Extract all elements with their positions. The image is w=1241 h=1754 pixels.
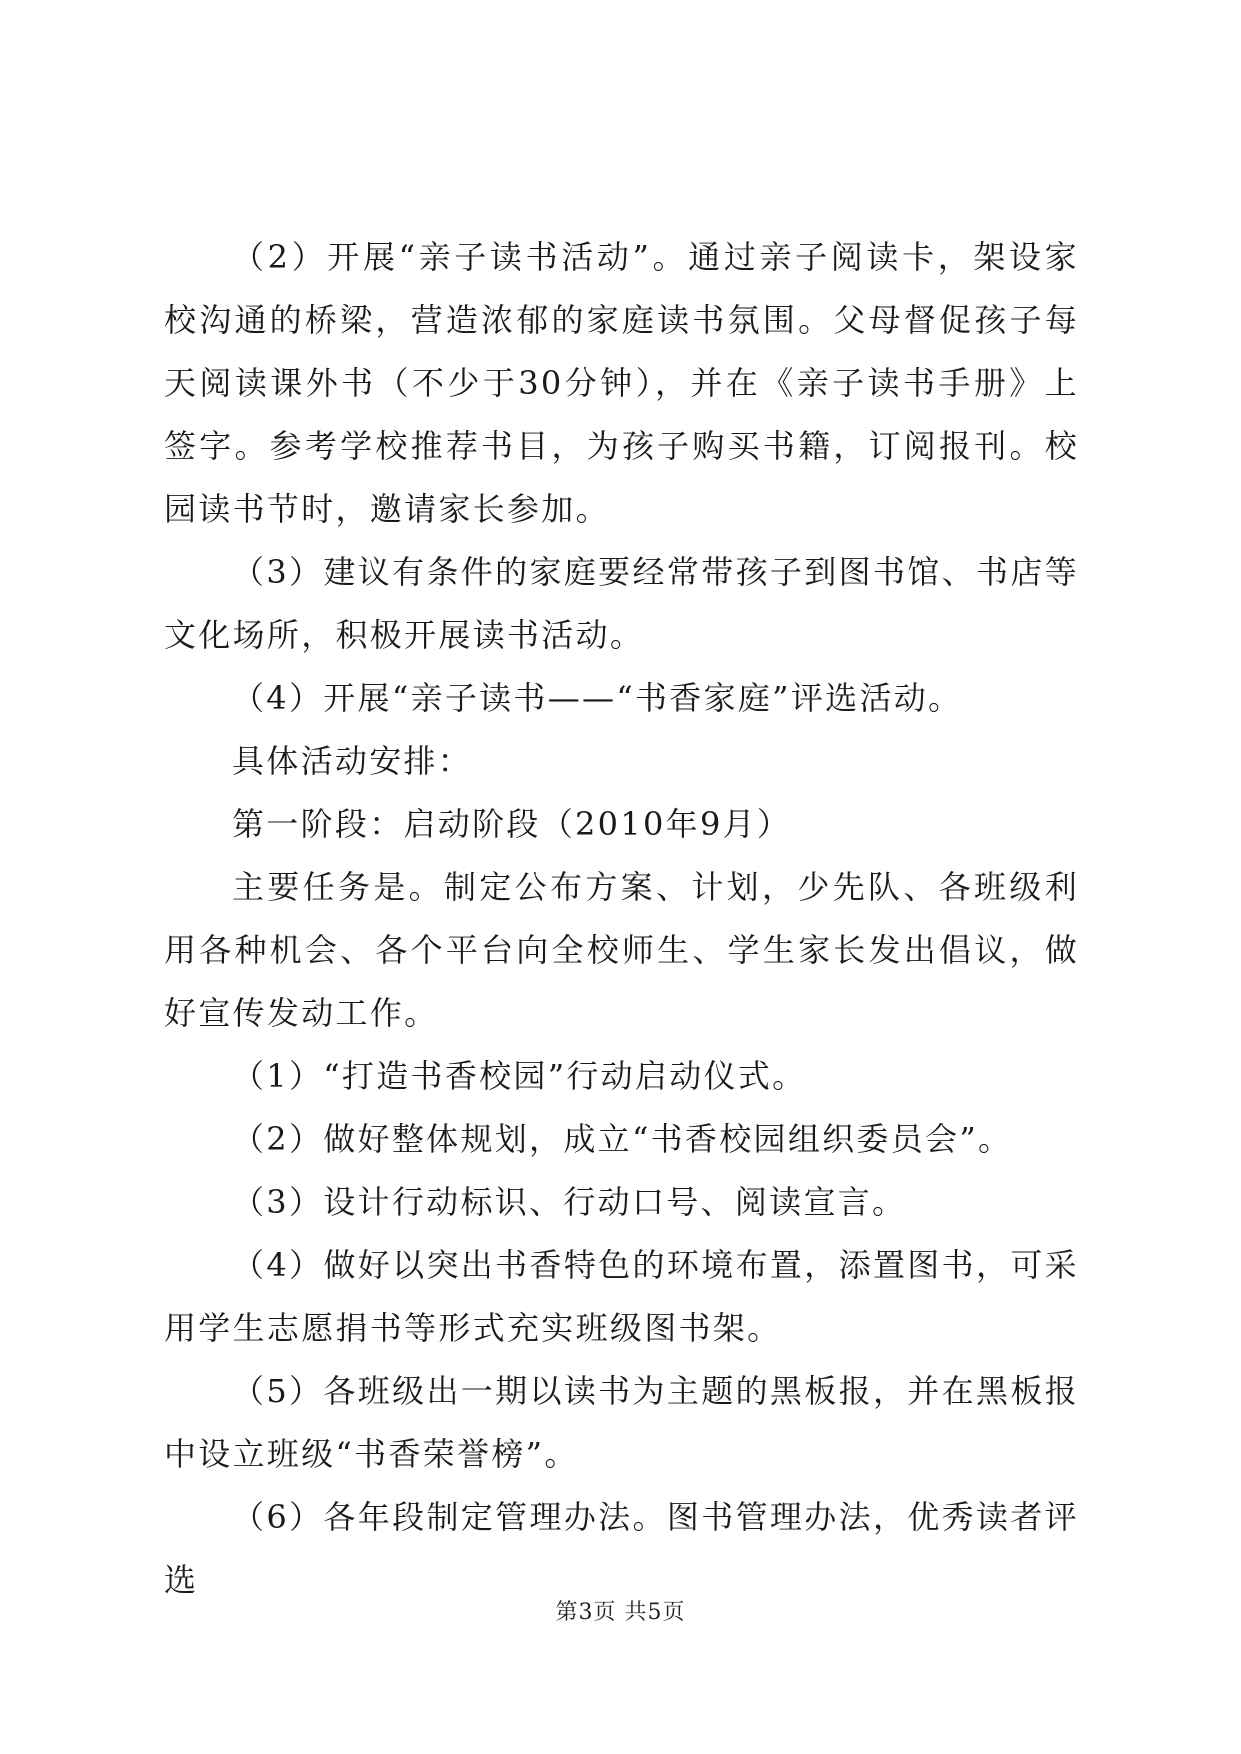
paragraph-design-identity: （3）设计行动标识、行动口号、阅读宣言。 xyxy=(232,1183,907,1221)
paragraph-main-tasks: 主要任务是。制定公布方案、计划，少先队、各班级利用各种机会、各个平台向全校师生、学生家长发出倡议，做好宣传发动工作。 xyxy=(164,868,1079,1032)
paragraph-planning-committee: （2）做好整体规划，成立“书香校园组织委员会”。 xyxy=(232,1120,1013,1158)
paragraph-library-visits: （3）建议有条件的家庭要经常带孩子到图书馆、书店等文化场所，积极开展读书活动。 xyxy=(164,553,1079,654)
paragraph-phase-one-heading: 第一阶段：启动阶段（2010年9月） xyxy=(232,805,792,843)
paragraph-environment-layout: （4）做好以突出书香特色的环境布置，添置图书，可采用学生志愿捐书等形式充实班级图书架。 xyxy=(164,1246,1079,1347)
paragraph-launch-ceremony: （1）“打造书香校园”行动启动仪式。 xyxy=(232,1057,807,1095)
page-number-footer: 第3页 共5页 xyxy=(555,1600,686,1625)
paragraph-scholarly-family-selection: （4）开展“亲子读书——“书香家庭”评选活动。 xyxy=(232,679,963,717)
paragraph-management-rules: （6）各年段制定管理办法。图书管理办法，优秀读者评选 xyxy=(164,1498,1079,1599)
paragraph-schedule-heading: 具体活动安排： xyxy=(232,742,473,780)
document-body xyxy=(164,226,1079,1612)
paragraph-blackboard-newspaper: （5）各班级出一期以读书为主题的黑板报，并在黑板报中设立班级“书香荣誉榜”。 xyxy=(164,1372,1079,1473)
paragraph-parent-child-reading-activity: （2）开展“亲子读书活动”。通过亲子阅读卡，架设家校沟通的桥梁，营造浓郁的家庭读书氛围。父母督促孩子每天阅读课外书（不少于30分钟），并在《亲子读书手册》上签字。参考学校推荐书目，为孩子购买书籍，订阅报刊。校园读书节时，邀请家长参加。 xyxy=(164,238,1079,528)
